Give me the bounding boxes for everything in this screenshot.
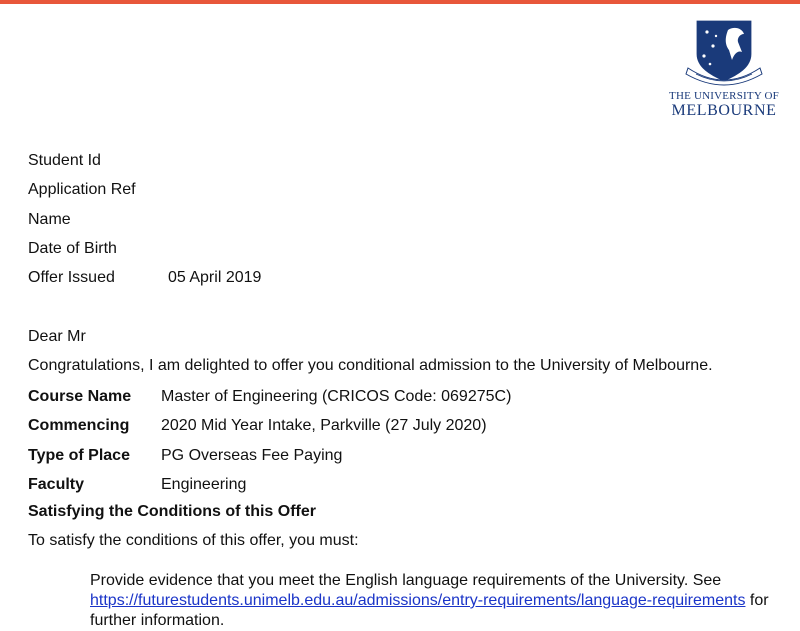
detail-row-name — [28, 209, 261, 238]
course-details — [28, 386, 511, 503]
course-label: Course Name — [28, 388, 132, 405]
course-label: Type of Place — [28, 446, 130, 464]
university-crest-icon — [682, 16, 766, 86]
course-row-commencing — [28, 415, 511, 444]
detail-row-student-id — [28, 150, 261, 179]
course-label: Faculty — [28, 475, 85, 493]
university-name-line2: MELBOURNE — [671, 102, 777, 119]
applicant-details — [28, 150, 261, 296]
congratulations-text: Congratulations, I am delighted to offer you conditional admission to the University of Melbourne. — [28, 357, 713, 374]
greeting: Dear Mr — [28, 328, 86, 345]
condition-text: Provide evidence that you meet the English language requirements of the University. See — [90, 572, 722, 589]
detail-label: Offer Issued — [28, 269, 115, 287]
detail-label: Date of Birth — [28, 239, 117, 257]
university-name-line1: THE UNIVERSITY OF — [669, 90, 779, 102]
conditions-intro: To satisfy the conditions of this offer, you must: — [28, 532, 359, 549]
conditions-heading: Satisfying the Conditions of this Offer — [28, 503, 316, 520]
university-logo — [668, 16, 780, 120]
course-value: PG Overseas Fee Paying — [161, 446, 343, 464]
condition-suffix: for further information. — [90, 592, 769, 629]
course-value: Engineering — [161, 475, 247, 493]
course-value: 2020 Mid Year Intake, Parkville (27 July 2020) — [161, 417, 487, 435]
course-row-faculty — [28, 474, 511, 503]
detail-row-date-of-birth — [28, 238, 261, 267]
course-value: Master of Engineering (CRICOS Code: 069275C) — [161, 388, 512, 405]
language-requirements-link[interactable]: https://futurestudents.unimelb.edu.au/admissions/entry-requirements/language-requirements — [90, 592, 746, 609]
detail-value: 05 April 2019 — [168, 269, 262, 287]
course-label: Commencing — [28, 417, 130, 435]
condition-item — [90, 571, 790, 631]
detail-row-application-ref — [28, 179, 261, 208]
top-accent-bar — [0, 0, 800, 4]
detail-label: Student Id — [28, 152, 101, 169]
detail-label: Name — [28, 210, 71, 228]
detail-label: Application Ref — [28, 181, 136, 199]
course-row-type-of-place — [28, 445, 511, 474]
detail-row-offer-issued — [28, 267, 261, 296]
course-row-name — [28, 386, 511, 415]
